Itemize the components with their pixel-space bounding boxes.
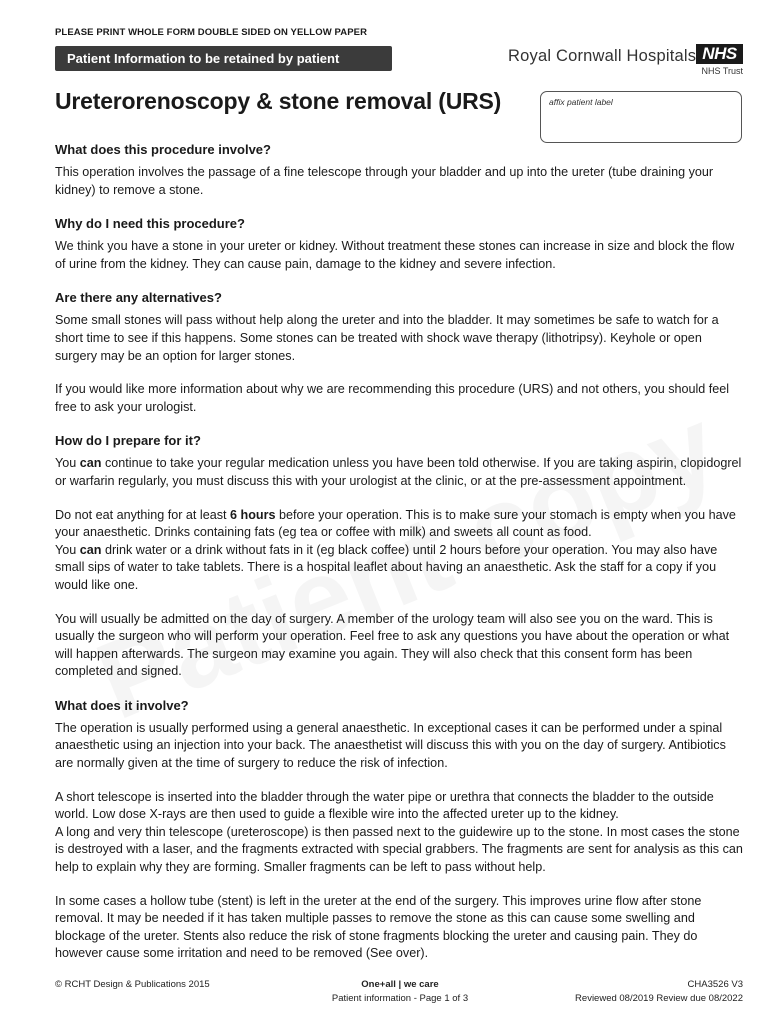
section-why-need (55, 215, 743, 273)
text-run: A long and very thin telescope (ureteroscope) is then passed next to the guidewire up to the stone. In most cases the stone is destroyed with a laser, and the fragments extracted with special grabbers. The fragments are sent for analysis as this can help to explain why they are forming. Smaller fragments can be left to pass without help. (55, 824, 743, 875)
footer-page-info: Patient information - Page 1 of 3 (331, 993, 469, 1004)
page-footer (55, 979, 743, 1009)
paragraph: You will usually be admitted on the day of surgery. A member of the urology team will also see you on the ward. This is usually the surgeon who will perform your operation. Feel free to ask any questions you have about the operation or what will happen afterwards. The surgeon may examine you again. They will also check that this consent form has been completed and signed. (55, 611, 730, 679)
section-heading: How do I prepare for it? (55, 433, 201, 449)
footer-center (285, 979, 515, 1004)
paragraph: This operation involves the passage of a fine telescope through your bladder and up into the ureter (tube draining your kidney) to remove a stone. (55, 165, 714, 197)
section-procedure-involve (55, 141, 743, 199)
document-page (55, 0, 743, 1024)
paragraph: If you would like more information about why we are recommending this procedure (URS) and not others, you should feel free to ask your urologist. (55, 382, 730, 414)
patient-label-hint: affix patient label (549, 97, 613, 107)
text-run: A short telescope is inserted into the bladder through the water pipe or urethra that connects the bladder to the outside world. Low dose X-rays are then used to guide a flexible wire into the affected ureter up to the kidney. (55, 789, 714, 822)
text-run: continue to take your regular medication unless you have been told otherwise. If you are taking aspirin, clopidogrel or warfarin regularly, you must discuss this with your urologist at the clinic, or at the pre-assessment appointment. (55, 456, 742, 488)
emphasis: 6 hours (230, 507, 276, 522)
nhs-logo-icon: NHS (696, 44, 743, 64)
paragraph: In some cases a hollow tube (stent) is left in the ureter at the end of the surgery. This improves urine flow after stone removal. It may be needed if it has taken multiple passes to remove the stone as this can cause some swelling and blockage of the ureter. Stents also reduce the risk of stone fragments blocking the ureter and causing pain. They do however cause some irritation and need to be removed (See over). (55, 893, 702, 961)
section-heading: Why do I need this procedure? (55, 216, 245, 232)
text-run: You (55, 456, 80, 471)
emphasis: can (79, 456, 102, 471)
section-heading: Are there any alternatives? (55, 290, 222, 306)
paragraph (55, 789, 743, 877)
patient-label-box (540, 91, 742, 143)
paragraph: The operation is usually performed using a general anaesthetic. In exceptional cases it can be performed under a spinal anaesthetic using an injection into your back. The anaesthetist will discuss this with you on the day of surgery. Antibiotics are normally given at the time of surgery to reduce the risk of infection. (55, 720, 726, 771)
text-run: drink water or a drink without fats in it (eg black coffee) until 2 hours before your operation. You may also have small sips of water to take tablets. There is a hospital leaflet about having an anaesthetic. Ask the staff for a copy if you would like one. (55, 542, 718, 592)
paragraph: Some small stones will pass without help along the ureter and into the bladder. It may sometimes be safe to watch for a short time to see if this happens. Some stones can be treated with shock wave therapy (lithotripsy). Keyhole or open surgery may be an option for larger stones. (55, 313, 719, 363)
section-heading: What does this procedure involve? (55, 142, 271, 157)
patient-info-banner: Patient Information to be retained by patient (55, 46, 392, 71)
footer-motto: One+all | we care (361, 979, 439, 990)
text-run: Do not eat anything for at least (55, 507, 231, 522)
org-trust: NHS Trust (701, 66, 743, 76)
print-instruction: PLEASE PRINT WHOLE FORM DOUBLE SIDED ON YELLOW PAPER (55, 27, 368, 38)
footer-right (575, 979, 743, 1004)
text-run: before your operation. This is to make sure your stomach is empty when you have your anaesthetic. Drinks containing fats (eg tea or coffee with milk) and sweets all count as food. (55, 507, 736, 540)
footer-copyright: © RCHT Design & Publications 2015 (55, 979, 210, 990)
section-heading: What does it involve? (55, 697, 189, 713)
document-body (55, 141, 743, 979)
paragraph (55, 455, 743, 490)
organisation-header (508, 44, 743, 78)
paragraph: We think you have a stone in your ureter or kidney. Without treatment these stones can increase in size and block the flow of urine from the kidney. They can cause pain, damage to the kidney and severe infection. (55, 239, 735, 271)
section-prepare (55, 432, 743, 681)
page-title: Ureterorenoscopy & stone removal (URS) (55, 88, 502, 114)
text-run: You (55, 542, 80, 557)
section-what-involve (55, 697, 743, 963)
footer-code: CHA3526 V3 (687, 979, 743, 990)
footer-review: Reviewed 08/2019 Review due 08/2022 (575, 993, 743, 1004)
org-name: Royal Cornwall Hospitals (508, 47, 697, 65)
emphasis: can (79, 542, 102, 557)
section-alternatives (55, 289, 743, 416)
paragraph (55, 507, 743, 595)
